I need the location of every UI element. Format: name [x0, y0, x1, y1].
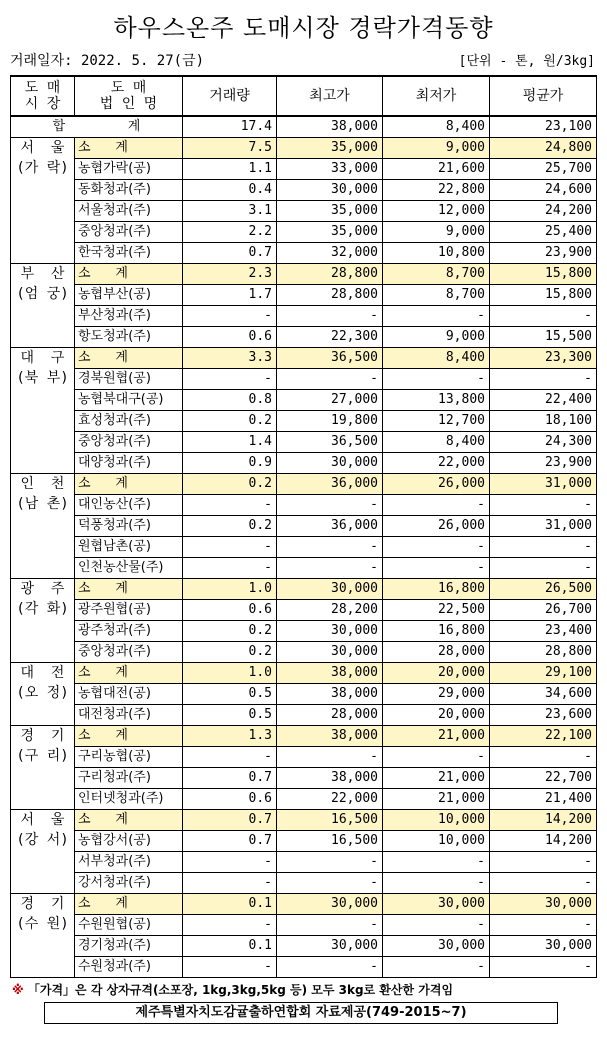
volume-cell: - — [183, 558, 277, 579]
table-row — [11, 957, 597, 978]
total-avg: 23,100 — [490, 116, 597, 138]
market-name: 서 울 — [20, 140, 65, 156]
min-price-cell: 10,000 — [383, 831, 490, 852]
corp-name: 항도청과(주) — [75, 327, 183, 348]
market-district: (각 화) — [16, 601, 69, 617]
volume-cell: 0.2 — [183, 411, 277, 432]
max-price-cell: - — [277, 306, 383, 327]
price-table — [10, 75, 597, 978]
volume-cell: 0.6 — [183, 327, 277, 348]
max-price-cell: 36,500 — [277, 432, 383, 453]
corp-name: 대전청과(주) — [75, 705, 183, 726]
avg-price-cell: 31,000 — [490, 474, 597, 495]
max-price-cell: 38,000 — [277, 663, 383, 684]
corp-name: 덕풍청과(주) — [75, 516, 183, 537]
table-row — [11, 390, 597, 411]
max-price-cell: 28,800 — [277, 285, 383, 306]
min-price-cell: 16,800 — [383, 621, 490, 642]
market-name: 경 기 — [20, 896, 65, 912]
avg-price-cell: 23,900 — [490, 453, 597, 474]
avg-price-cell: - — [490, 852, 597, 873]
avg-price-cell: 14,200 — [490, 810, 597, 831]
corp-name: 농협대전(공) — [75, 684, 183, 705]
avg-price-cell: 31,000 — [490, 516, 597, 537]
max-price-cell: 30,000 — [277, 579, 383, 600]
corp-name: 소 계 — [75, 810, 183, 831]
avg-price-cell: 23,300 — [490, 348, 597, 369]
avg-price-cell: 25,700 — [490, 159, 597, 180]
market-region — [11, 894, 75, 978]
table-row — [11, 537, 597, 558]
table-row — [11, 915, 597, 936]
avg-price-cell: - — [490, 957, 597, 978]
table-row — [11, 180, 597, 201]
volume-cell: 0.2 — [183, 516, 277, 537]
volume-cell: 1.4 — [183, 432, 277, 453]
market-district: (강 서) — [16, 832, 69, 848]
min-price-cell: 21,000 — [383, 726, 490, 747]
market-district: (북 부) — [16, 370, 69, 386]
corp-name: 수원원협(공) — [75, 915, 183, 936]
corp-name: 원협남촌(공) — [75, 537, 183, 558]
note-text: 「가격」은 각 상자규격(소포장, 1kg,3kg,5kg 등) 모두 3kg로 환산한 가격임 — [27, 983, 454, 997]
min-price-cell: 12,000 — [383, 201, 490, 222]
min-price-cell: - — [383, 915, 490, 936]
subtotal-row — [11, 810, 597, 831]
avg-price-cell: 24,800 — [490, 138, 597, 159]
table-row — [11, 600, 597, 621]
header-row — [11, 76, 597, 116]
table-row — [11, 852, 597, 873]
volume-cell: 1.1 — [183, 159, 277, 180]
avg-price-cell: 22,700 — [490, 768, 597, 789]
min-price-cell: 26,000 — [383, 474, 490, 495]
market-region — [11, 474, 75, 579]
corp-name: 동화청과(주) — [75, 180, 183, 201]
volume-cell: 0.2 — [183, 474, 277, 495]
avg-price-cell: 22,400 — [490, 390, 597, 411]
table-row — [11, 306, 597, 327]
avg-price-cell: 30,000 — [490, 894, 597, 915]
volume-cell: 0.1 — [183, 894, 277, 915]
market-region — [11, 348, 75, 474]
table-row — [11, 642, 597, 663]
volume-cell: 0.2 — [183, 642, 277, 663]
min-price-cell: - — [383, 558, 490, 579]
table-row — [11, 453, 597, 474]
corp-name: 인터넷청과(주) — [75, 789, 183, 810]
avg-price-cell: 25,400 — [490, 222, 597, 243]
max-price-cell: 35,000 — [277, 222, 383, 243]
market-district: (수 원) — [16, 916, 69, 932]
corp-name: 중앙청과(주) — [75, 432, 183, 453]
max-price-cell: 30,000 — [277, 621, 383, 642]
avg-price-cell: - — [490, 495, 597, 516]
total-max: 38,000 — [277, 116, 383, 138]
market-name: 대 전 — [20, 665, 65, 681]
table-row — [11, 516, 597, 537]
max-price-cell: 30,000 — [277, 642, 383, 663]
page-title: 하우스온주 도매시장 경락가격동향 — [113, 14, 494, 42]
max-price-cell: 38,000 — [277, 768, 383, 789]
market-district: (오 정) — [16, 685, 69, 701]
min-price-cell: 13,800 — [383, 390, 490, 411]
volume-cell: - — [183, 537, 277, 558]
volume-cell: 0.9 — [183, 453, 277, 474]
min-price-cell: 10,000 — [383, 810, 490, 831]
min-price-cell: - — [383, 537, 490, 558]
subtotal-row — [11, 138, 597, 159]
max-price-cell: - — [277, 852, 383, 873]
corp-name: 농협북대구(공) — [75, 390, 183, 411]
max-price-cell: 30,000 — [277, 894, 383, 915]
volume-cell: 0.7 — [183, 243, 277, 264]
min-price-cell: 9,000 — [383, 222, 490, 243]
table-row — [11, 327, 597, 348]
volume-cell: 0.5 — [183, 684, 277, 705]
min-price-cell: 29,000 — [383, 684, 490, 705]
min-price-cell: 22,500 — [383, 600, 490, 621]
market-region — [11, 810, 75, 894]
total-label: 합 계 — [11, 116, 183, 138]
min-price-cell: 8,400 — [383, 432, 490, 453]
avg-price-cell: 34,600 — [490, 684, 597, 705]
corp-name: 소 계 — [75, 663, 183, 684]
corp-name: 부산청과(주) — [75, 306, 183, 327]
corp-name: 소 계 — [75, 138, 183, 159]
min-price-cell: - — [383, 747, 490, 768]
min-price-cell: 21,600 — [383, 159, 490, 180]
header-market: 도 매 시 장 — [11, 76, 75, 116]
min-price-cell: 20,000 — [383, 663, 490, 684]
corp-name: 광주청과(주) — [75, 621, 183, 642]
total-volume: 17.4 — [183, 116, 277, 138]
trade-date: 거래일자: 2022. 5. 27(금) — [10, 53, 205, 69]
market-region — [11, 264, 75, 348]
total-min: 8,400 — [383, 116, 490, 138]
min-price-cell: 8,700 — [383, 264, 490, 285]
max-price-cell: 30,000 — [277, 936, 383, 957]
max-price-cell: 38,000 — [277, 726, 383, 747]
avg-price-cell: 15,800 — [490, 264, 597, 285]
volume-cell: 1.0 — [183, 663, 277, 684]
max-price-cell: 28,200 — [277, 600, 383, 621]
min-price-cell: 12,700 — [383, 411, 490, 432]
market-district: (남 촌) — [16, 496, 69, 512]
min-price-cell: 9,000 — [383, 327, 490, 348]
market-district: (엄 궁) — [16, 286, 69, 302]
avg-price-cell: 26,700 — [490, 600, 597, 621]
volume-cell: 0.7 — [183, 831, 277, 852]
corp-name: 한국청과(주) — [75, 243, 183, 264]
max-price-cell: - — [277, 957, 383, 978]
min-price-cell: - — [383, 852, 490, 873]
corp-name: 구리청과(주) — [75, 768, 183, 789]
min-price-cell: 8,400 — [383, 348, 490, 369]
market-name: 대 구 — [20, 350, 65, 366]
volume-cell: - — [183, 957, 277, 978]
volume-cell: 1.3 — [183, 726, 277, 747]
min-price-cell: - — [383, 306, 490, 327]
table-row — [11, 789, 597, 810]
avg-price-cell: - — [490, 915, 597, 936]
footnote — [12, 981, 453, 998]
table-row — [11, 495, 597, 516]
max-price-cell: 35,000 — [277, 138, 383, 159]
corp-name: 소 계 — [75, 348, 183, 369]
max-price-cell: 36,000 — [277, 516, 383, 537]
market-district: (구 리) — [16, 748, 69, 764]
header-corp: 도 매 법 인 명 — [75, 76, 183, 116]
corp-name: 농협강서(공) — [75, 831, 183, 852]
table-row — [11, 201, 597, 222]
avg-price-cell: - — [490, 306, 597, 327]
avg-price-cell: 30,000 — [490, 936, 597, 957]
volume-cell: 1.7 — [183, 285, 277, 306]
max-price-cell: 32,000 — [277, 243, 383, 264]
min-price-cell: 20,000 — [383, 705, 490, 726]
table-row — [11, 768, 597, 789]
volume-cell: 1.0 — [183, 579, 277, 600]
header-volume: 거래량 — [183, 76, 277, 116]
unit-label: [단위 - 톤, 원/3kg] — [458, 54, 595, 69]
table-row — [11, 684, 597, 705]
corp-name: 인천농산물(주) — [75, 558, 183, 579]
avg-price-cell: 22,100 — [490, 726, 597, 747]
min-price-cell: 30,000 — [383, 936, 490, 957]
table-row — [11, 411, 597, 432]
subtotal-row — [11, 894, 597, 915]
avg-price-cell: 18,100 — [490, 411, 597, 432]
max-price-cell: - — [277, 873, 383, 894]
volume-cell: 0.6 — [183, 789, 277, 810]
corp-name: 대인농산(주) — [75, 495, 183, 516]
volume-cell: 0.2 — [183, 621, 277, 642]
volume-cell: 0.7 — [183, 768, 277, 789]
table-row — [11, 747, 597, 768]
min-price-cell: 9,000 — [383, 138, 490, 159]
volume-cell: 0.5 — [183, 705, 277, 726]
max-price-cell: - — [277, 537, 383, 558]
market-district: (가 락) — [16, 160, 69, 176]
corp-name: 중앙청과(주) — [75, 642, 183, 663]
table-row — [11, 873, 597, 894]
source-box: 제주특별자치도감귤출하연합회 자료제공(749-2015~7) — [44, 1002, 558, 1024]
corp-name: 대양청과(주) — [75, 453, 183, 474]
min-price-cell: 22,000 — [383, 453, 490, 474]
max-price-cell: 30,000 — [277, 453, 383, 474]
subtotal-row — [11, 474, 597, 495]
corp-name: 소 계 — [75, 264, 183, 285]
avg-price-cell: 26,500 — [490, 579, 597, 600]
header-avg: 평균가 — [490, 76, 597, 116]
corp-name: 광주원협(공) — [75, 600, 183, 621]
subtotal-row — [11, 264, 597, 285]
corp-name: 소 계 — [75, 894, 183, 915]
table-row — [11, 222, 597, 243]
volume-cell: 0.7 — [183, 810, 277, 831]
header-min: 최저가 — [383, 76, 490, 116]
avg-price-cell: - — [490, 369, 597, 390]
table-row — [11, 831, 597, 852]
min-price-cell: - — [383, 495, 490, 516]
subtotal-row — [11, 726, 597, 747]
table-row — [11, 369, 597, 390]
max-price-cell: 38,000 — [277, 684, 383, 705]
max-price-cell: 16,500 — [277, 831, 383, 852]
table-row — [11, 936, 597, 957]
total-row — [11, 116, 597, 138]
min-price-cell: 21,000 — [383, 789, 490, 810]
market-region — [11, 579, 75, 663]
corp-name: 강서청과(주) — [75, 873, 183, 894]
volume-cell: 0.6 — [183, 600, 277, 621]
max-price-cell: 36,500 — [277, 348, 383, 369]
corp-name: 소 계 — [75, 726, 183, 747]
volume-cell: - — [183, 852, 277, 873]
max-price-cell: - — [277, 915, 383, 936]
volume-cell: - — [183, 915, 277, 936]
max-price-cell: - — [277, 747, 383, 768]
note-mark: ※ — [12, 983, 24, 997]
volume-cell: 2.3 — [183, 264, 277, 285]
corp-name: 구리농협(공) — [75, 747, 183, 768]
corp-name: 경북원협(공) — [75, 369, 183, 390]
avg-price-cell: 15,800 — [490, 285, 597, 306]
market-name: 광 주 — [20, 581, 65, 597]
min-price-cell: 30,000 — [383, 894, 490, 915]
min-price-cell: 28,000 — [383, 642, 490, 663]
subtotal-row — [11, 663, 597, 684]
table-row — [11, 432, 597, 453]
market-region — [11, 138, 75, 264]
table-row — [11, 243, 597, 264]
min-price-cell: - — [383, 957, 490, 978]
max-price-cell: 22,300 — [277, 327, 383, 348]
table-row — [11, 558, 597, 579]
table-row — [11, 285, 597, 306]
max-price-cell: 30,000 — [277, 180, 383, 201]
market-region — [11, 726, 75, 810]
corp-name: 농협가락(공) — [75, 159, 183, 180]
avg-price-cell: - — [490, 873, 597, 894]
volume-cell: - — [183, 873, 277, 894]
volume-cell: 0.4 — [183, 180, 277, 201]
corp-name: 서울청과(주) — [75, 201, 183, 222]
table-row — [11, 705, 597, 726]
header-max: 최고가 — [277, 76, 383, 116]
corp-name: 소 계 — [75, 579, 183, 600]
avg-price-cell: 24,300 — [490, 432, 597, 453]
max-price-cell: - — [277, 495, 383, 516]
corp-name: 수원청과(주) — [75, 957, 183, 978]
market-name: 부 산 — [20, 266, 65, 282]
table-row — [11, 621, 597, 642]
volume-cell: - — [183, 495, 277, 516]
avg-price-cell: - — [490, 537, 597, 558]
market-name: 서 울 — [20, 812, 65, 828]
volume-cell: 3.1 — [183, 201, 277, 222]
corp-name: 효성청과(주) — [75, 411, 183, 432]
avg-price-cell: 14,200 — [490, 831, 597, 852]
min-price-cell: 26,000 — [383, 516, 490, 537]
corp-name: 중앙청과(주) — [75, 222, 183, 243]
avg-price-cell: 23,600 — [490, 705, 597, 726]
min-price-cell: 22,800 — [383, 180, 490, 201]
avg-price-cell: - — [490, 747, 597, 768]
volume-cell: 2.2 — [183, 222, 277, 243]
corp-name: 서부청과(주) — [75, 852, 183, 873]
market-name: 인 천 — [20, 476, 65, 492]
subtotal-row — [11, 348, 597, 369]
subheader — [10, 50, 595, 68]
min-price-cell: - — [383, 873, 490, 894]
min-price-cell: - — [383, 369, 490, 390]
market-region — [11, 663, 75, 726]
max-price-cell: 16,500 — [277, 810, 383, 831]
corp-name: 경기청과(주) — [75, 936, 183, 957]
max-price-cell: 22,000 — [277, 789, 383, 810]
volume-cell: 0.1 — [183, 936, 277, 957]
min-price-cell: 10,800 — [383, 243, 490, 264]
max-price-cell: 33,000 — [277, 159, 383, 180]
corp-name: 소 계 — [75, 474, 183, 495]
avg-price-cell: - — [490, 558, 597, 579]
avg-price-cell: 15,500 — [490, 327, 597, 348]
max-price-cell: 28,800 — [277, 264, 383, 285]
avg-price-cell: 23,400 — [490, 621, 597, 642]
avg-price-cell: 21,400 — [490, 789, 597, 810]
max-price-cell: 27,000 — [277, 390, 383, 411]
market-name: 경 기 — [20, 728, 65, 744]
max-price-cell: 35,000 — [277, 201, 383, 222]
avg-price-cell: 28,800 — [490, 642, 597, 663]
table-row — [11, 159, 597, 180]
avg-price-cell: 24,600 — [490, 180, 597, 201]
max-price-cell: 19,800 — [277, 411, 383, 432]
subtotal-row — [11, 579, 597, 600]
min-price-cell: 16,800 — [383, 579, 490, 600]
min-price-cell: 21,000 — [383, 768, 490, 789]
volume-cell: 3.3 — [183, 348, 277, 369]
volume-cell: 0.8 — [183, 390, 277, 411]
min-price-cell: 8,700 — [383, 285, 490, 306]
avg-price-cell: 23,900 — [490, 243, 597, 264]
max-price-cell: 28,000 — [277, 705, 383, 726]
avg-price-cell: 29,100 — [490, 663, 597, 684]
corp-name: 농협부산(공) — [75, 285, 183, 306]
max-price-cell: 36,000 — [277, 474, 383, 495]
max-price-cell: - — [277, 558, 383, 579]
volume-cell: - — [183, 306, 277, 327]
volume-cell: - — [183, 747, 277, 768]
max-price-cell: - — [277, 369, 383, 390]
volume-cell: - — [183, 369, 277, 390]
avg-price-cell: 24,200 — [490, 201, 597, 222]
volume-cell: 7.5 — [183, 138, 277, 159]
